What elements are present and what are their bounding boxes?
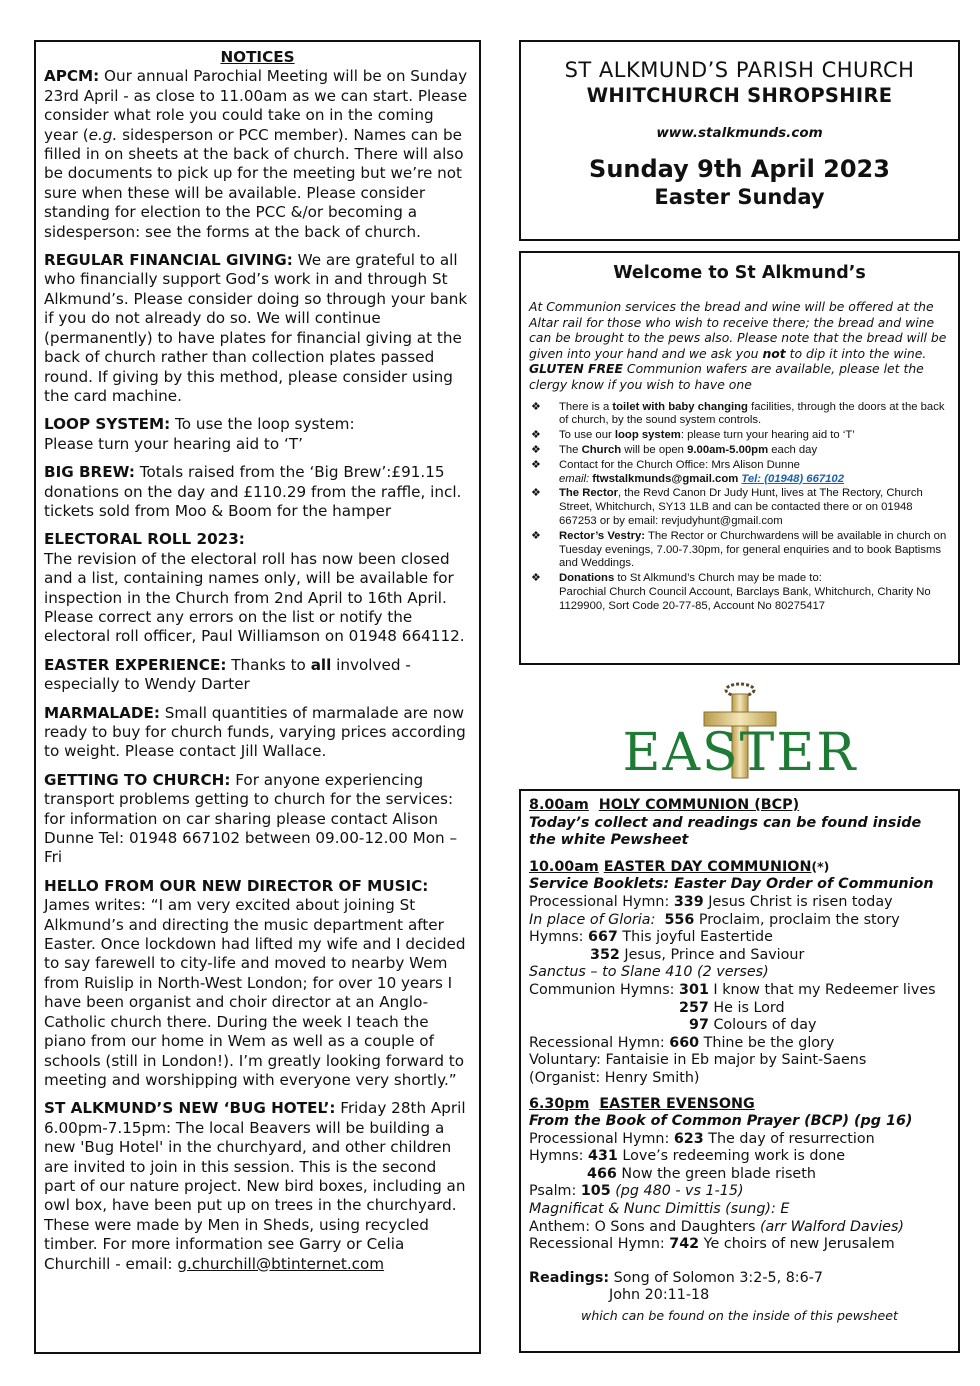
- service-holy-communion: 8.00am HOLY COMMUNION (BCP) Today’s collect and readings can be found inside the white Pewsheet: [529, 797, 922, 849]
- notice-getting-to-church: GETTING TO CHURCH: For anyone experiencing transport problems getting to church for the services: for information on car sharing please contact Alison Dunne Tel: 01948 667102 between 09.00-12.00 Mon –Fri: [44, 770, 458, 867]
- info-list: [529, 401, 950, 614]
- town-name: WHITCHURCH SHROPSHIRE: [586, 84, 893, 107]
- notice-bug-hotel: ST ALKMUND’S NEW ‘BUG HOTEL’: Friday 28th April 6.00pm-7.15pm: The local Beavers will be building a new 'Bug Hotel' in the churchyard, and other children are invited to join in this session. This is the second part of our nature project. New bird boxes, including an owl box, have been put up on trees in the churchyard. These were made by Men in Sheds, using recycled timber. For more information see Garry or Celia Churchill - email: g.churchill@btinternet.com: [44, 1099, 466, 1273]
- diamond-bullet-icon: ❖: [531, 429, 541, 442]
- info-rector: ❖ The Rector, the Revd Canon Dr Judy Hunt, lives at The Rectory, Church Street, Whitchurch, SY13 1LB and can be contacted there or on 01948 667253 or by email: revjudyhunt@gmail.com: [531, 487, 923, 527]
- diamond-bullet-icon: ❖: [531, 400, 541, 413]
- svg-text:EASTER: EASTER: [622, 723, 858, 783]
- services-panel: [519, 789, 960, 1353]
- notice-marmalade: MARMALADE: Small quantities of marmalade are now ready to buy for church funds, varying prices according to weight. Please contact Jill Wallace.: [44, 703, 466, 761]
- readings: Readings: Song of Solomon 3:2-5, 8:6-7 John 20:11-18 which can be found on the inside of this pewsheet: [529, 1269, 898, 1324]
- diamond-bullet-icon: ❖: [531, 458, 541, 471]
- notices-title: NOTICES: [220, 48, 295, 66]
- notice-loop: LOOP SYSTEM: To use the loop system: Please turn your hearing aid to ‘T’: [44, 415, 355, 453]
- church-name: ST ALKMUND’S PARISH CHURCH: [564, 58, 915, 82]
- phone-link[interactable]: Tel: (01948) 667102: [741, 472, 844, 485]
- service-easter-evensong: 6.30pm EASTER EVENSONG From the Book of Common Prayer (BCP) (pg 16) Processional Hymn: 623 The day of resurrection Hymns: 431 Love’s redeeming work is done 466 Now the green blade riseth Psalm: 105 (pg 480 - vs 1-15) Magnificat & Nunc Dimittis (sung): E Anthem: O Sons and Daughters (arr Walford Davies) Recessional Hymn: 742 Ye choirs of new Jerusalem: [529, 1095, 913, 1253]
- info-loop: ❖ To use our loop system: please turn your hearing aid to ‘T’: [531, 429, 855, 442]
- diamond-bullet-icon: ❖: [531, 529, 541, 542]
- diamond-bullet-icon: ❖: [531, 572, 541, 585]
- website-link[interactable]: www.stalkmunds.com: [656, 125, 823, 141]
- service-date: Sunday 9th April 2023: [589, 155, 890, 183]
- communion-note: At Communion services the bread and wine will be offered at the Altar rail for those who wish to receive there; the bread and wine can be brought to the pews also. Please note that the bread will be given into your hand and we ask you not to dip it into the wine. GLUTEN FREE Communion wafers are available, please let the clergy know if you wish to have one: [529, 299, 947, 392]
- notice-big-brew: BIG BREW: Totals raised from the ‘Big Brew’:£91.15 donations on the day and £110.29 from the raffle, incl. tickets sold from Moo & Boom for the hamper: [44, 463, 462, 520]
- title-panel: [519, 40, 960, 241]
- email-link[interactable]: g.churchill@btinternet.com: [177, 1254, 385, 1273]
- notice-apcm: APCM: Our annual Parochial Meeting will be on Sunday 23rd April - as close to 11.00am as we can start. Please consider what role you could take on in the coming year (e.g. sidesperson or PCC member). Names can be filled in on sheets at the back of church. There will also be documents to pick up for the meeting but we’re not sure when these will be available. Please consider standing for election to the PCC &/or becoming a sidesperson: see the forms at the back of church.: [44, 67, 468, 241]
- info-contact: ❖ Contact for the Church Office: Mrs Alison Dunne email: ftwstalkmunds@gmail.com Tel: (01948) 667102: [531, 458, 844, 485]
- notice-easter-experience: EASTER EXPERIENCE: Thanks to all involved - especially to Wendy Darter: [44, 655, 411, 694]
- occasion: Easter Sunday: [654, 185, 825, 209]
- notices-panel: [34, 40, 481, 1354]
- easter-logo: [622, 670, 858, 783]
- diamond-bullet-icon: ❖: [531, 487, 541, 500]
- info-donations: ❖ Donations to St Alkmund’s Church may be made to: Parochial Church Council Account, Barclays Bank, Whitchurch, Charity No 1129900, Sort Code 20-77-85, Account No 80275417: [531, 572, 931, 612]
- diamond-bullet-icon: ❖: [531, 443, 541, 456]
- service-easter-day-communion: 10.00am EASTER DAY COMMUNION(*) Service Booklets: Easter Day Order of Communion Processional Hymn: 339 Jesus Christ is risen today In place of Gloria: 556 Proclaim, proclaim the story Hymns: 667 This joyful Eastertide 352 Jesus, Prince and Saviour Sanctus – to Slane 410 (2 verses) Communion Hymns: 301 I know that my Redeemer lives 257 He is Lord 97 Colours of day Recessional Hymn: 660 Thine be the glory Voluntary: Fantaisie in Eb major by Saint-Saens (Organist: Henry Smith): [529, 858, 936, 1086]
- welcome-title: Welcome to St Alkmund’s: [613, 263, 866, 283]
- info-opening: ❖ The Church will be open 9.00am-5.00pm each day: [531, 443, 818, 456]
- info-vestry: ❖ Rector’s Vestry: The Rector or Churchwardens will be available in church on Tuesday evenings, 7.00-7.30pm, for general enquiries and to book Baptisms and Weddings.: [531, 529, 947, 570]
- info-toilet: ❖ There is a toilet with baby changing facilities, through the doors at the back of church, by the sound system controls.: [531, 400, 945, 427]
- notice-electoral-roll: ELECTORAL ROLL 2023: The revision of the electoral roll has now been closed and a list, containing names only, will be available for inspection in the Church from 2nd April to 16th April. Please correct any errors on the list or notify the electoral roll officer, Paul Williamson on 01948 664112.: [44, 530, 465, 646]
- easter-cross-logo-icon: [622, 670, 858, 783]
- welcome-panel: [519, 251, 960, 665]
- notice-director-of-music: HELLO FROM OUR NEW DIRECTOR OF MUSIC: James writes: “I am very excited about joining St Alkmund’s and directing the music department after Easter. Once lockdown had lifted my wife and I decided to say farewell to city-life and moved to nearby Wem from Ruislip in North-West London; for over 10 years I have been organist and choir director at an Anglo-Catholic church there. During the week I teach the piano from our home in Wem as well as a couple of schools (still in London!). I’m greatly looking forward to meeting and worshipping with everyone very shortly.”: [44, 876, 466, 1089]
- notice-giving: REGULAR FINANCIAL GIVING: We are grateful to all who financially support God’s work in and through St Alkmund’s. Please consider doing so through your bank if you do not already do so. We will continue (permanently) to have plates for financial giving at the back of church rather than collection plates passed round. If giving by this method, please consider using the card machine.: [44, 251, 468, 405]
